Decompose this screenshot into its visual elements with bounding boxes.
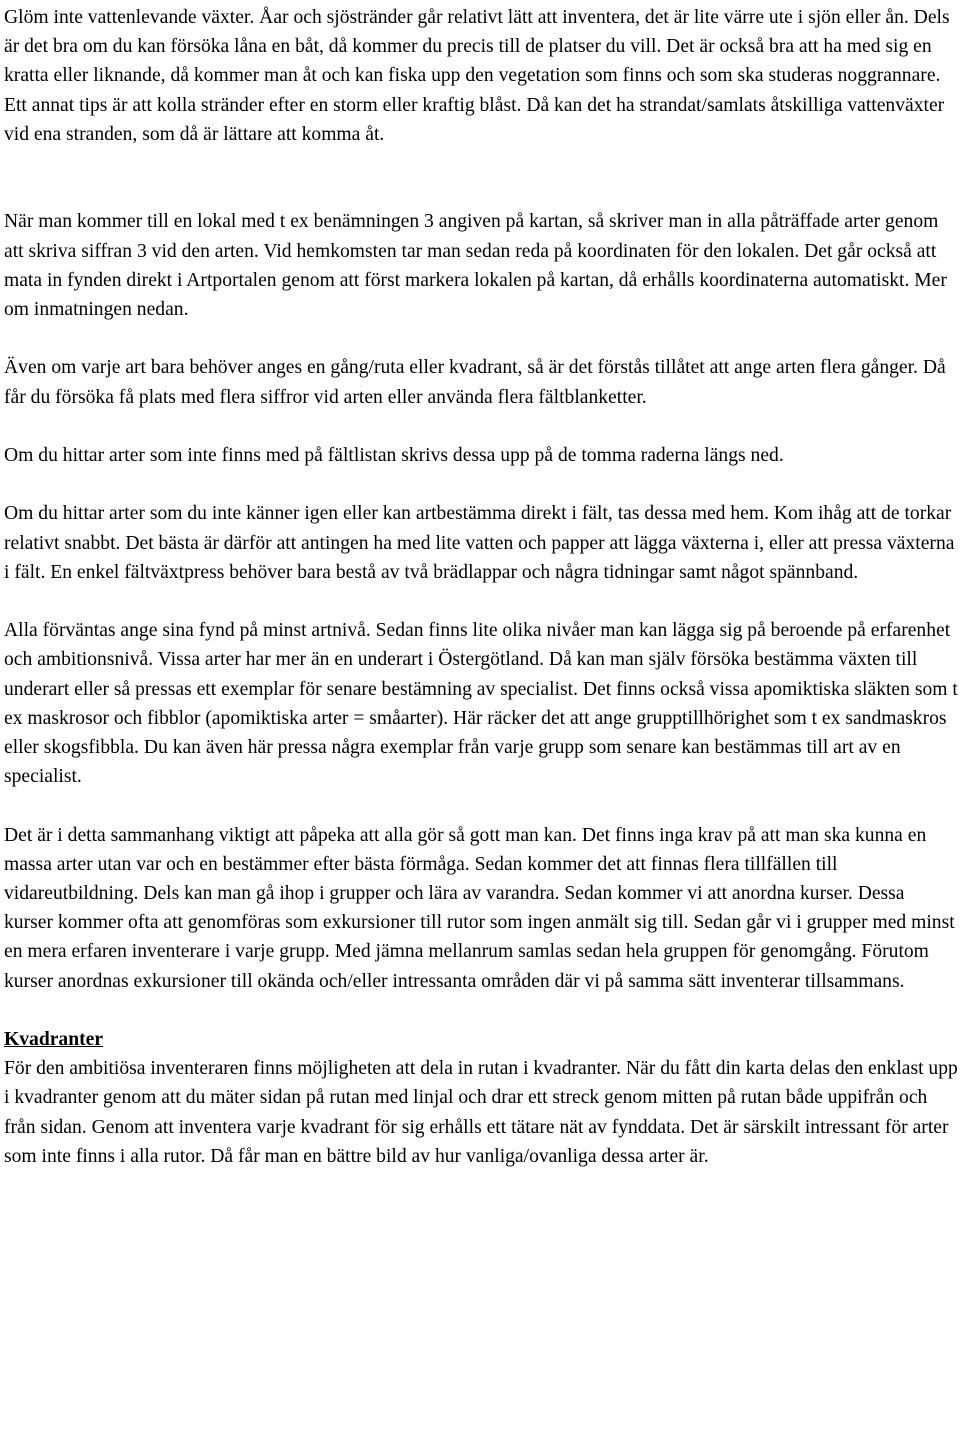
section-heading-kvadranter: Kvadranter (4, 1029, 104, 1050)
document-page (4, 3, 958, 1171)
paragraph-training: Det är i detta sammanhang viktigt att påpeka att alla gör så gott man kan. Det finns inga krav på att man ska kunna en massa arter utan var och en bestämmer efter bästa förmåga. Sedan kommer det att finnas flera tillfällen till vidareutbildning. Dels kan man gå ihop i grupper och lära av varandra. Sedan kommer vi att anordna kurser. Dessa kurser kommer ofta att genomföras som exkursioner till rutor som ingen anmält sig till. Sedan går vi i grupper med minst en mera erfaren inventerare i varje grupp. Med jämna mellanrum samlas sedan hela gruppen för genomgång. Förutom kurser anordnas exkursioner till okända och/eller intressanta områden där vi på samma sätt inventerar tillsammans. (4, 824, 955, 992)
paragraph-kvadranter: För den ambitiösa inventeraren finns möjligheten att dela in rutan i kvadranter. När du fått din karta delas den enklast upp i kvadranter genom att du mäter sidan på rutan med linjal och drar ett streck genom mitten på rutan både uppifrån och från sidan. Genom att inventera varje kvadrant för sig erhålls ett tätare nät av fynddata. Det är särskilt intressant för arter som inte finns i alla rutor. Då får man en bättre bild av hur vanliga/ovanliga dessa arter är. (4, 1058, 958, 1167)
paragraph-unlisted-species: Om du hittar arter som inte finns med på fältlistan skrivs dessa upp på de tomma raderna längs ned. (4, 445, 784, 466)
paragraph-identification-level: Alla förväntas ange sina fynd på minst artnivå. Sedan finns lite olika nivåer man kan lägga sig på beroende på erfarenhet och ambitionsnivå. Vissa arter har mer än en underart i Östergötland. Då kan man själv försöka bestämma växten till underart eller så pressas ett exemplar för senare bestämning av specialist. Det finns också vissa apomiktiska släkten som t ex maskrosor och fibblor (apomiktiska arter = småarter). Här räcker det att ange grupptillhörighet som t ex sandmaskros eller skogsfibbla. Du kan även här pressa några exemplar från varje grupp som senare kan bestämmas till art av en specialist. (4, 620, 958, 788)
paragraph-unknown-species: Om du hittar arter som du inte känner igen eller kan artbestämma direkt i fält, tas dessa med hem. Kom ihåg att de torkar relativt snabbt. Det bästa är därför att antingen ha med lite vatten och papper att lägga växterna i, eller att pressa växterna i fält. En enkel fältväxtpress behöver bara bestå av två brädlappar och några tidningar samt något spännband. (4, 503, 955, 583)
paragraph-aquatic-plants: Glöm inte vattenlevande växter. Åar och sjöstränder går relativt lätt att inventera, det är lite värre ute i sjön eller ån. Dels är det bra om du kan försöka låna en båt, då kommer du precis till de platser du vill. Det är också bra att ha med sig en kratta eller liknande, då kommer man åt och kan fiska upp den vegetation som finns och som ska studeras noggrannare. Ett annat tips är att kolla stränder efter en storm eller kraftig blåst. Då kan det ha strandat/samlats åtskilliga vattenväxter vid ena stranden, som då är lättare att komma åt. (4, 7, 950, 145)
paragraph-locality-numbering: När man kommer till en lokal med t ex benämningen 3 angiven på kartan, så skriver man in alla påträffade arter genom att skriva siffran 3 vid den arten. Vid hemkomsten tar man sedan reda på koordinaten för den lokalen. Det går också att mata in fynden direkt i Artportalen genom att först markera lokalen på kartan, då erhålls koordinaterna automatiskt. Mer om inmatningen nedan. (4, 211, 947, 321)
paragraph-multiple-entries: Även om varje art bara behöver anges en gång/ruta eller kvadrant, så är det förstås tillåtet att ange arten flera gånger. Då får du försöka få plats med flera siffror vid arten eller använda flera fältblanketter. (4, 357, 946, 408)
